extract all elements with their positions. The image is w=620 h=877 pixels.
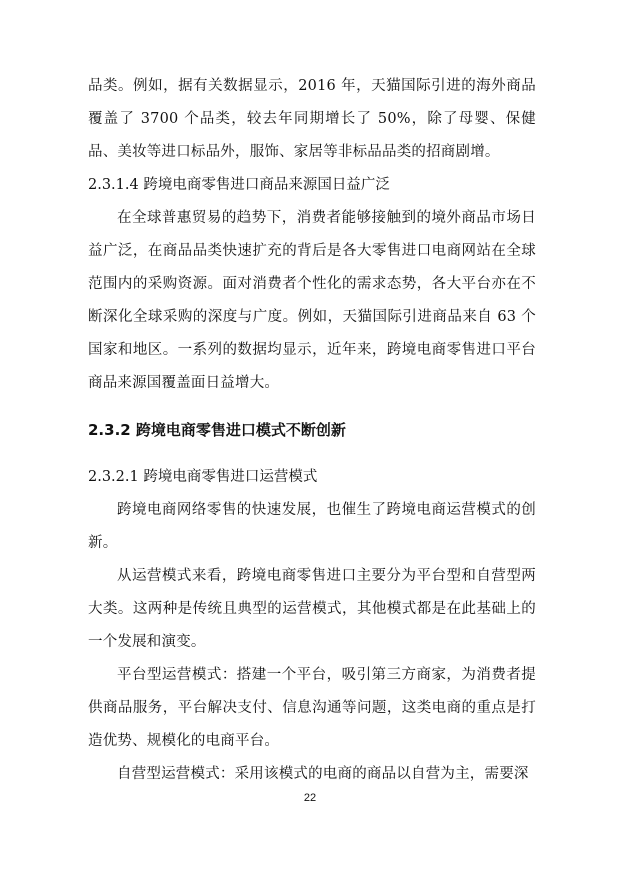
- page-number: 22: [303, 792, 317, 804]
- section-heading-2-3-2: 2.3.2 跨境电商零售进口模式不断创新: [88, 421, 346, 439]
- paragraph-self-operated-mode: 自营型运营模式：采用该模式的电商的商品以自营为主，需要深: [117, 766, 529, 782]
- paragraph-innovation: 跨境电商网络零售的快速发展，也催生了跨境电商运营模式的创新。: [88, 502, 536, 551]
- paragraph-operation-modes: 从运营模式来看，跨境电商零售进口主要分为平台型和自营型两大类。这两种是传统且典型的运营模式，其他模式都是在此基础上的一个发展和演变。: [88, 568, 536, 650]
- subsection-heading-2-3-1-4: 2.3.1.4 跨境电商零售进口商品来源国日益广泛: [88, 177, 390, 193]
- subsection-heading-2-3-2-1: 2.3.2.1 跨境电商零售进口运营模式: [88, 469, 318, 485]
- page-content: [88, 70, 536, 791]
- paragraph-platform-mode: 平台型运营模式：搭建一个平台，吸引第三方商家，为消费者提供商品服务，平台解决支付、信息沟通等问题，这类电商的重点是打造优势、规模化的电商平台。: [88, 667, 536, 749]
- paragraph-source-countries: 在全球普惠贸易的趋势下，消费者能够接触到的境外商品市场日益广泛，在商品品类快速扩充的背后是各大零售进口电商网站在全球范围内的采购资源。面对消费者个性化的需求态势，各大平台亦在不断深化全球采购的深度与广度。例如，天猫国际引进商品来自 63 个国家和地区。一系列的数据均显示，近年来，跨境电商零售进口平台商品来源国覆盖面日益增大。: [88, 210, 536, 391]
- paragraph-product-categories: 品类。例如，据有关数据显示，2016 年，天猫国际引进的海外商品覆盖了 3700 个品类，较去年同期增长了 50%，除了母婴、保健品、美妆等进口标品外，服饰、家居等非标品品类的招商剧增。: [88, 78, 536, 160]
